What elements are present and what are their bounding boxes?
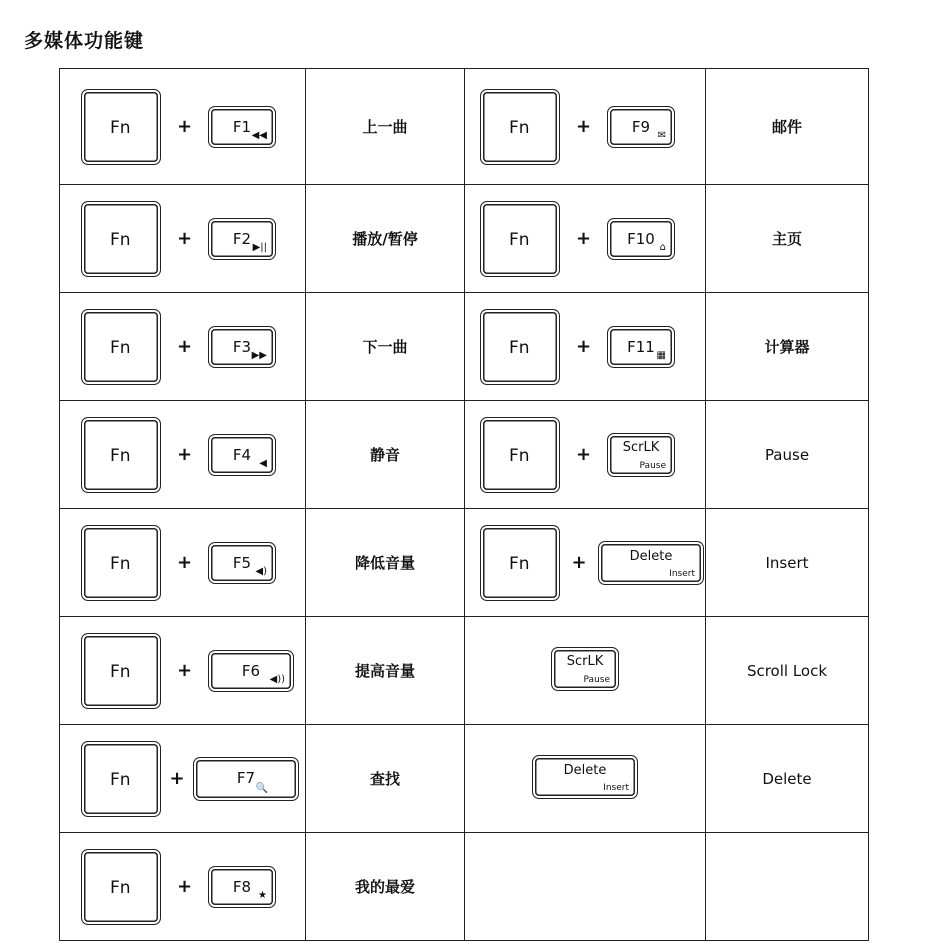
f9-key: F9 ✉ <box>607 106 675 148</box>
function-label: 降低音量 <box>306 509 465 617</box>
volume-up-icon: ◀)) <box>269 673 285 685</box>
f2-key: F2 ▶|| <box>208 218 276 260</box>
empty-cell <box>465 833 706 941</box>
table-row <box>60 401 869 509</box>
table-row <box>60 293 869 401</box>
plus-sign: + <box>176 336 193 357</box>
calculator-icon: ▦ <box>656 349 666 361</box>
volume-down-icon: ◀) <box>255 565 267 577</box>
plus-sign: + <box>575 444 592 465</box>
mute-icon: ◀ <box>259 457 267 469</box>
key-combo-cell <box>60 617 306 725</box>
fn-key: Fn <box>480 89 560 165</box>
home-icon: ⌂ <box>659 241 666 253</box>
table-row <box>60 833 869 941</box>
scrlk-key: ScrLK Pause <box>607 433 675 477</box>
function-label: Insert <box>706 509 869 617</box>
favorite-star-icon: ★ <box>258 889 267 901</box>
function-label: 播放/暂停 <box>306 185 465 293</box>
plus-sign: + <box>176 876 193 897</box>
key-combo-cell <box>60 401 306 509</box>
fn-key: Fn <box>480 525 560 601</box>
fn-key: Fn <box>81 525 161 601</box>
table-row <box>60 617 869 725</box>
fn-key: Fn <box>81 741 161 817</box>
fn-key: Fn <box>81 633 161 709</box>
function-label: Pause <box>706 401 869 509</box>
key-combo-cell <box>465 401 706 509</box>
plus-sign: + <box>176 552 193 573</box>
function-label: 计算器 <box>706 293 869 401</box>
function-label: 静音 <box>306 401 465 509</box>
fn-key: Fn <box>81 849 161 925</box>
plus-sign: + <box>571 552 587 573</box>
page-title: 多媒体功能键 <box>24 30 145 52</box>
fn-key: Fn <box>81 201 161 277</box>
f6-key: F6 ◀)) <box>208 650 294 692</box>
fn-key: Fn <box>81 89 161 165</box>
table-row <box>60 725 869 833</box>
plus-sign: + <box>575 228 592 249</box>
plus-sign: + <box>575 336 592 357</box>
play-pause-icon: ▶|| <box>252 241 267 253</box>
function-label: Delete <box>706 725 869 833</box>
plus-sign: + <box>176 116 193 137</box>
f7-key: F7 🔍 <box>193 757 299 801</box>
function-label: 下一曲 <box>306 293 465 401</box>
fn-key: Fn <box>480 417 560 493</box>
mail-icon: ✉ <box>657 129 666 141</box>
function-label: 上一曲 <box>306 69 465 185</box>
function-label: 提高音量 <box>306 617 465 725</box>
plus-sign: + <box>575 116 592 137</box>
f11-key: F11 ▦ <box>607 326 675 368</box>
key-cell <box>465 725 706 833</box>
f5-key: F5 ◀) <box>208 542 276 584</box>
key-combo-cell <box>60 725 306 833</box>
f3-key: F3 ▶▶ <box>208 326 276 368</box>
key-combo-cell <box>60 833 306 941</box>
scrlk-key: ScrLK Pause <box>551 647 619 691</box>
f4-key: F4 ◀ <box>208 434 276 476</box>
plus-sign: + <box>176 660 193 681</box>
delete-key: Delete Insert <box>598 541 704 585</box>
f10-key: F10 ⌂ <box>607 218 675 260</box>
function-label: 主页 <box>706 185 869 293</box>
table-row <box>60 185 869 293</box>
key-combo-cell <box>465 69 706 185</box>
fn-key: Fn <box>81 417 161 493</box>
fn-key: Fn <box>480 309 560 385</box>
fn-key: Fn <box>81 309 161 385</box>
f8-key: F8 ★ <box>208 866 276 908</box>
previous-track-icon: ◀◀ <box>251 129 267 141</box>
plus-sign: + <box>176 444 193 465</box>
empty-cell <box>706 833 869 941</box>
next-track-icon: ▶▶ <box>251 349 267 361</box>
key-combo-cell <box>60 509 306 617</box>
function-label: Scroll Lock <box>706 617 869 725</box>
plus-sign: + <box>176 228 193 249</box>
table-row <box>60 69 869 185</box>
function-label: 查找 <box>306 725 465 833</box>
key-combo-cell <box>60 185 306 293</box>
plus-sign: + <box>169 768 185 789</box>
function-label: 我的最爱 <box>306 833 465 941</box>
table-row <box>60 509 869 617</box>
key-combo-cell <box>60 293 306 401</box>
key-combo-cell <box>465 185 706 293</box>
delete-key: Delete Insert <box>532 755 638 799</box>
key-combo-cell <box>60 69 306 185</box>
search-icon: 🔍 <box>255 782 268 794</box>
key-combo-cell <box>465 293 706 401</box>
key-cell <box>465 617 706 725</box>
f1-key: F1 ◀◀ <box>208 106 276 148</box>
function-label: 邮件 <box>706 69 869 185</box>
function-key-table <box>59 68 869 941</box>
fn-key: Fn <box>480 201 560 277</box>
key-combo-cell <box>465 509 706 617</box>
